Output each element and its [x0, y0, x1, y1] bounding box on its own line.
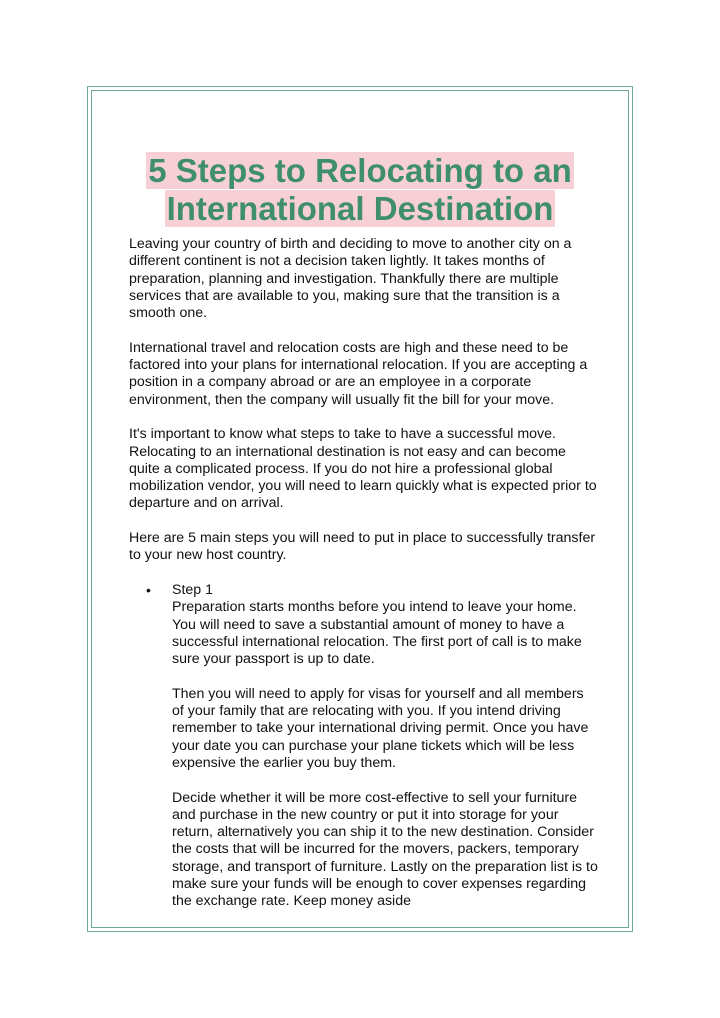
step-1-list-item: [129, 582, 599, 911]
steps-importance-paragraph: It's important to know what steps to take to have a successful move. Relocating to an international destination is not easy and can become quite a complicated process. If you do not hire a professional global mobilization vendor, you will need to learn quickly what is expected prior to departure and on arrival.: [129, 426, 597, 512]
title-line-1: 5 Steps to Relocating to an: [148, 152, 572, 189]
document-title: [110, 152, 610, 228]
step-1-paragraph-2: Then you will need to apply for visas for yourself and all members of your family that are relocating with you. If you intend driving remember to take your international driving permit. Once you have your date you can purchase your plane tickets which will be less expensive the earlier you buy them.: [172, 685, 589, 771]
costs-paragraph: International travel and relocation costs are high and these need to be factored into your plans for international relocation. If you are accepting a position in a company abroad or are an employee in a corporate environment, then the company will usually fit the bill for your move.: [129, 339, 588, 408]
steps-intro-paragraph: Here are 5 main steps you will need to put in place to successfully transfer to your new host country.: [129, 530, 596, 564]
document-body: [129, 236, 599, 928]
intro-paragraph: Leaving your country of birth and deciding to move to another city on a different continent is not a decision taken lightly. It takes months of preparation, planning and investigation. Thankfully there are multiple services that are available to you, making sure that the transition is a smooth one.: [129, 236, 572, 322]
title-line-2: International Destination: [166, 190, 554, 227]
step-1-heading: Step 1: [172, 581, 214, 598]
step-1-paragraph-3: Decide whether it will be more cost-effective to sell your furniture and purchase in the new country or put it into storage for your return, alternatively you can ship it to the new destination. Consider the costs that will be incurred for the movers, packers, temporary storage, and transport of furniture. Lastly on the preparation list is to make sure your funds will be enough to cover expenses regarding the exchange rate. Keep money aside: [172, 789, 598, 910]
step-1-paragraph-1: Preparation starts months before you intend to leave your home. You will need to save a substantial amount of money to have a successful international relocation. The first port of call is to make sure your passport is up to date.: [172, 599, 582, 668]
bullet-icon: •: [146, 581, 151, 598]
